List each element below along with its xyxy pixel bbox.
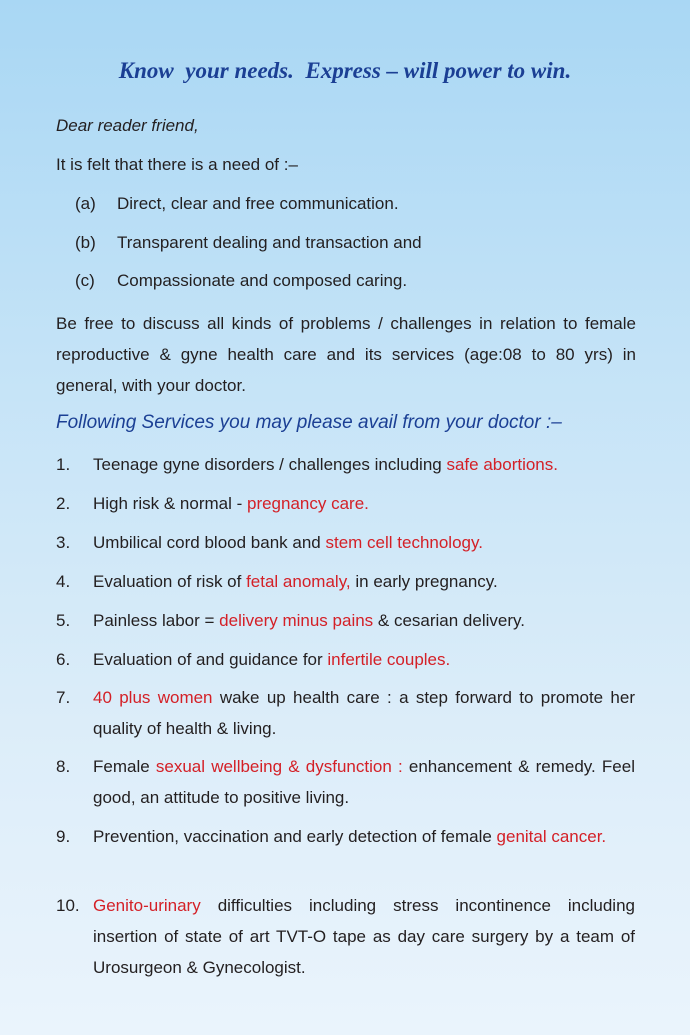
service-number: 6. [56,650,71,669]
service-text-pre: High risk & normal - [93,494,247,513]
service-text-post: difficulties including stress incontinence including insertion of state of art TVT-O tape as day care surgery by a team of Urosurgeon & Gynecologist. [93,896,635,977]
intro-paragraph: Be free to discuss all kinds of problems / challenges in relation to female reproductive & gyne health care and its services (age:08 to 80 yrs) in general, with your doctor. [56,314,636,395]
service-highlight: infertile couples. [327,650,451,669]
service-number: 2. [56,494,71,513]
service-text-pre: Umbilical cord blood bank and [93,533,326,552]
service-text [93,821,635,852]
service-number: 3. [56,533,71,552]
service-highlight: delivery minus pains [219,611,374,630]
service-highlight: Genito-urinary [93,896,201,915]
service-text [93,488,635,519]
service-text [93,449,635,480]
services-heading: Following Services you may please avail from your doctor :– [56,412,562,433]
need-marker: (c) [75,271,95,290]
greeting: Dear reader friend, [56,116,199,135]
service-highlight: 40 plus women [93,688,213,707]
service-highlight: fetal anomaly, [246,572,351,591]
service-text-pre: Female [93,757,156,776]
lead-text: It is felt that there is a need of :– [56,155,298,174]
service-text [93,644,635,675]
service-number: 10. [56,896,80,915]
service-text [93,605,635,636]
service-text [93,682,635,744]
service-text-pre: Teenage gyne disorders / challenges including [93,455,447,474]
service-text-post: & cesarian delivery. [373,611,525,630]
service-text-pre: Evaluation of risk of [93,572,247,591]
service-text [93,527,635,558]
need-marker: (b) [75,233,96,252]
service-number: 5. [56,611,71,630]
service-text-post: in early pregnancy. [350,572,498,591]
service-text-pre: Prevention, vaccination and early detection of female [93,827,497,846]
service-number: 7. [56,688,71,707]
need-text: Compassionate and composed caring. [117,271,408,290]
service-text-pre: Painless labor = [93,611,220,630]
service-number: 4. [56,572,71,591]
need-marker: (a) [75,194,96,213]
service-text [93,751,635,813]
service-number: 8. [56,757,71,776]
service-highlight: sexual wellbeing & dysfunction : [155,757,403,776]
need-text: Direct, clear and free communication. [117,194,399,213]
service-highlight: genital cancer. [496,827,607,846]
service-text [93,890,635,983]
service-text-post: wake up health care : a step forward to promote her quality of health & living. [93,688,636,738]
service-highlight: safe abortions. [446,455,558,474]
service-number: 9. [56,827,71,846]
service-highlight: pregnancy care. [246,494,369,513]
service-text-post: enhancement & remedy. Feel good, an attitude to positive living. [93,757,635,807]
service-text-pre: Evaluation of and guidance for [93,650,328,669]
service-number: 1. [56,455,71,474]
service-text [93,566,635,597]
service-highlight: stem cell technology. [325,533,483,552]
headline: Know your needs. Express – will power to win. [118,58,572,83]
need-text: Transparent dealing and transaction and [117,233,422,252]
